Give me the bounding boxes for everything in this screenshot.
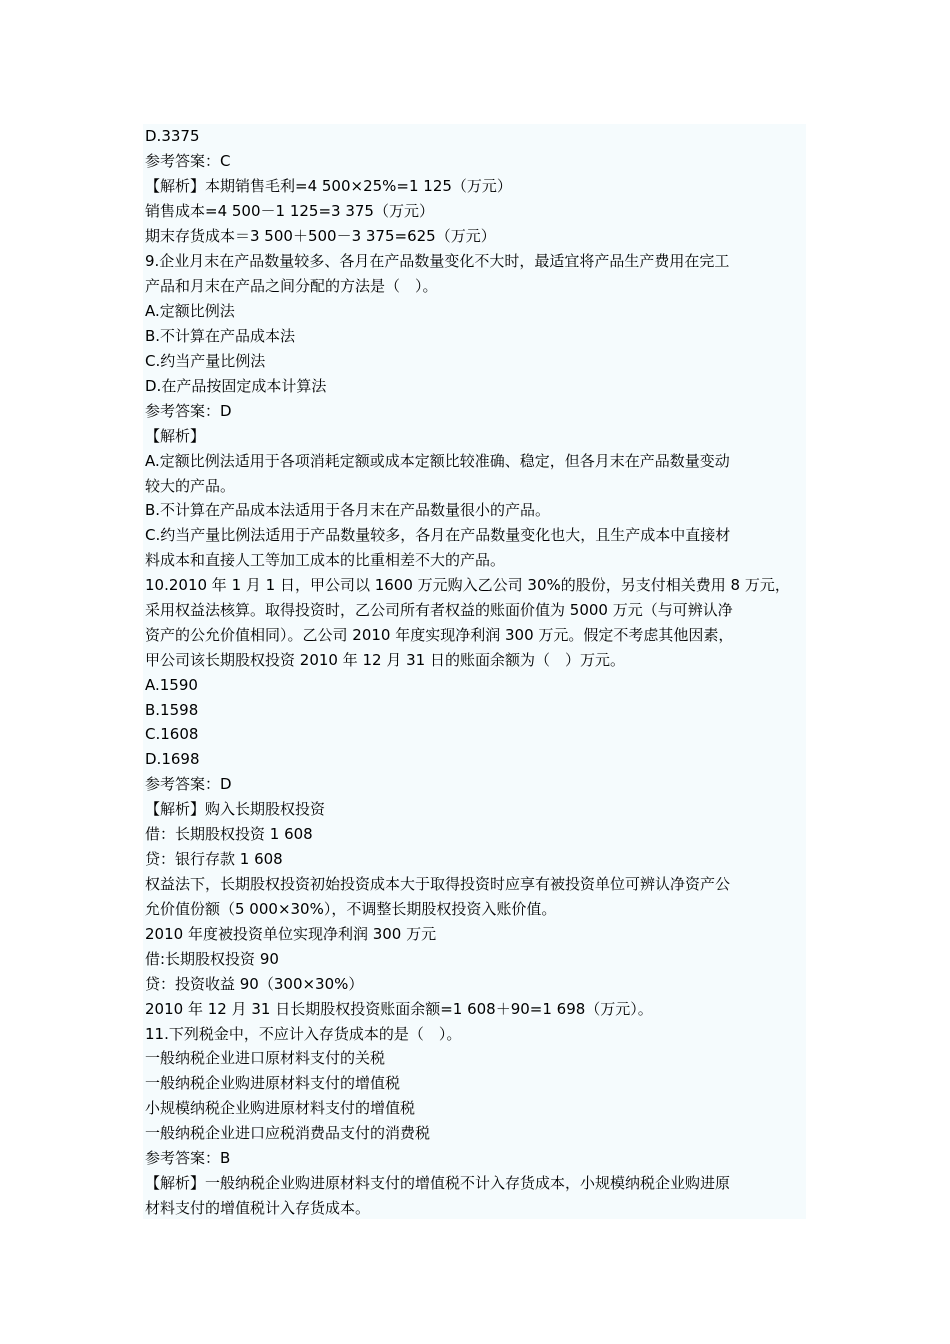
analysis-q10-line4: 2010 年度被投资单位实现净利润 300 万元 [145, 925, 437, 943]
option-b-q9: B.不计算在产品成本法 [145, 327, 296, 345]
answer-q11: 参考答案：B [145, 1149, 231, 1167]
analysis-q10-line2: 权益法下，长期股权投资初始投资成本大于取得投资时应享有被投资单位可辨认净资产公 [145, 875, 731, 893]
analysis-q8-line1: 【解析】本期销售毛利=4 500×25%=1 125（万元） [145, 177, 512, 195]
document-content [143, 124, 806, 1219]
analysis-q9-line3: B.不计算在产品成本法适用于各月末在产品数量很小的产品。 [145, 501, 551, 519]
option-a-q9: A.定额比例法 [145, 302, 235, 320]
analysis-q9-line4: C.约当产量比例法适用于产品数量较多，各月在产品数量变化也大，且生产成本中直接材 [145, 526, 731, 544]
question-10-line1: 10.2010 年 1 月 1 日，甲公司以 1600 万元购入乙公司 30%的股份，另支付相关费用 8 万元， [145, 576, 790, 594]
answer-q10: 参考答案：D [145, 775, 232, 793]
answer-q9: 参考答案：D [145, 402, 232, 420]
analysis-q9-line2: 较大的产品。 [145, 477, 236, 495]
option-1-q11: 一般纳税企业进口原材料支付的关税 [145, 1049, 386, 1067]
option-b-q10: B.1598 [145, 701, 199, 719]
option-c-q9: C.约当产量比例法 [145, 352, 266, 370]
option-3-q11: 小规模纳税企业购进原材料支付的增值税 [145, 1099, 416, 1117]
answer-q8: 参考答案：C [145, 152, 231, 170]
question-10-line4: 甲公司该长期股权投资 2010 年 12 月 31 日的账面余额为（ ）万元。 [145, 651, 625, 669]
option-d-q9: D.在产品按固定成本计算法 [145, 377, 327, 395]
analysis-q10-credit1: 贷：银行存款 1 608 [145, 850, 283, 868]
analysis-q8-line2: 销售成本=4 500－1 125=3 375（万元） [145, 202, 434, 220]
option-d-q10: D.1698 [145, 750, 200, 768]
analysis-q10-debit1: 借：长期股权投资 1 608 [145, 825, 313, 843]
question-9-line1: 9.企业月末在产品数量较多、各月在产品数量变化不大时，最适宜将产品生产费用在完工 [145, 252, 730, 270]
analysis-q9-heading: 【解析】 [145, 427, 206, 445]
option-4-q11: 一般纳税企业进口应税消费品支付的消费税 [145, 1124, 431, 1142]
option-a-q10: A.1590 [145, 676, 198, 694]
analysis-q10-credit2: 贷：投资收益 90（300×30%） [145, 975, 364, 993]
analysis-q10-debit2: 借:长期股权投资 90 [145, 950, 279, 968]
analysis-q10-line3: 允价值份额（5 000×30%），不调整长期股权投资入账价值。 [145, 900, 557, 918]
question-11: 11.下列税金中，不应计入存货成本的是（ ）。 [145, 1025, 462, 1043]
option-d-q8: D.3375 [145, 127, 200, 145]
analysis-q10-line1: 【解析】购入长期股权投资 [145, 800, 326, 818]
option-c-q10: C.1608 [145, 725, 199, 743]
question-9-line2: 产品和月末在产品之间分配的方法是（ ）。 [145, 277, 438, 295]
question-10-line2: 采用权益法核算。取得投资时，乙公司所有者权益的账面价值为 5000 万元（与可辨认净 [145, 601, 733, 619]
analysis-q11-line2: 材料支付的增值税计入存货成本。 [145, 1199, 371, 1217]
analysis-q11-line1: 【解析】一般纳税企业购进原材料支付的增值税不计入存货成本，小规模纳税企业购进原 [145, 1174, 731, 1192]
analysis-q8-line3: 期末存货成本＝3 500＋500－3 375=625（万元） [145, 227, 496, 245]
analysis-q9-line5: 料成本和直接人工等加工成本的比重相差不大的产品。 [145, 551, 506, 569]
analysis-q9-line1: A.定额比例法适用于各项消耗定额或成本定额比较准确、稳定，但各月末在产品数量变动 [145, 452, 730, 470]
question-10-line3: 资产的公允价值相同）。乙公司 2010 年度实现净利润 300 万元。假定不考虑其他因素， [145, 626, 734, 644]
option-2-q11: 一般纳税企业购进原材料支付的增值税 [145, 1074, 401, 1092]
analysis-q10-line5: 2010 年 12 月 31 日长期股权投资账面余额=1 608＋90=1 698（万元）。 [145, 1000, 653, 1018]
